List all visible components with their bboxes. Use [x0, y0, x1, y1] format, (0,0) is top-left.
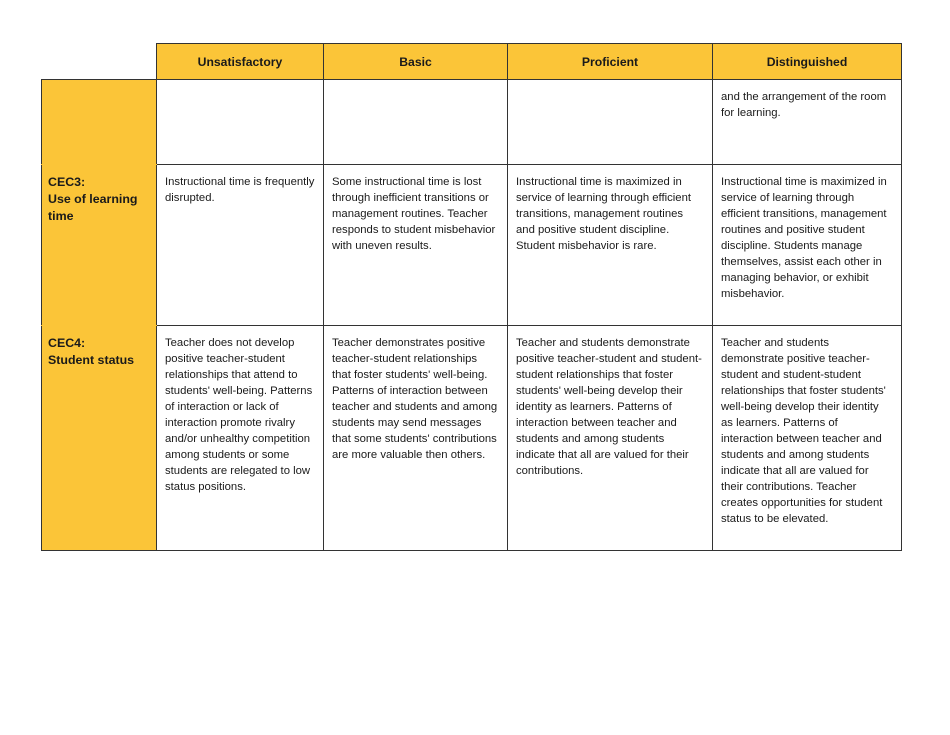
header-row — [42, 44, 902, 80]
header-basic: Basic — [324, 44, 508, 80]
cell-basic: Teacher demonstrates positive teacher-student relationships that foster students' well-being. Patterns of interaction between teacher and students and among students may send messages that some students' contributions are more valuable then others. — [324, 326, 508, 551]
table-row — [42, 80, 902, 165]
header-proficient: Proficient — [508, 44, 713, 80]
cell-basic — [324, 80, 508, 165]
cell-distinguished: Teacher and students demonstrate positive teacher-student and student-student relationships that foster students' well-being develop their identity as learners. Patterns of interaction between teacher and students and among students indicate that all are valued for their contributions. Teacher creates opportunities for student status to be elevated. — [713, 326, 902, 551]
cell-unsatisfactory: Instructional time is frequently disrupted. — [157, 165, 324, 326]
row-code: CEC3: — [48, 175, 86, 189]
table-row — [42, 326, 902, 551]
cell-distinguished: Instructional time is maximized in service of learning through efficient transitions, management routines and positive student discipline. Students manage themselves, assist each other in managing behavior, or exhibit misbehavior. — [713, 165, 902, 326]
header-distinguished: Distinguished — [713, 44, 902, 80]
row-header-cec4 — [42, 326, 157, 551]
corner-cell — [42, 44, 157, 80]
table-row — [42, 165, 902, 326]
header-unsatisfactory: Unsatisfactory — [157, 44, 324, 80]
row-header-cec3 — [42, 165, 157, 326]
cell-proficient: Teacher and students demonstrate positive teacher-student and student-student relationships that foster students' well-being develop their identity as learners. Patterns of interaction between teacher and students and among students indicate that all are valued for their contributions. — [508, 326, 713, 551]
rubric-table — [41, 43, 902, 551]
cell-unsatisfactory — [157, 80, 324, 165]
cell-basic: Some instructional time is lost through inefficient transitions or management routines. Teacher responds to student misbehavior with uneven results. — [324, 165, 508, 326]
cell-proficient: Instructional time is maximized in service of learning through efficient transitions, management routines and positive student discipline. Student misbehavior is rare. — [508, 165, 713, 326]
cell-proficient — [508, 80, 713, 165]
row-title: Student status — [48, 353, 135, 367]
row-header-continued — [42, 80, 157, 165]
row-title: Use of learning time — [48, 192, 138, 223]
row-code: CEC4: — [48, 336, 86, 350]
cell-unsatisfactory: Teacher does not develop positive teacher-student relationships that attend to students' well-being. Patterns of interaction or lack of interaction promote rivalry and/or unhealthy competition among students or some students are relegated to low status positions. — [157, 326, 324, 551]
cell-distinguished: and the arrangement of the room for learning. — [713, 80, 902, 165]
